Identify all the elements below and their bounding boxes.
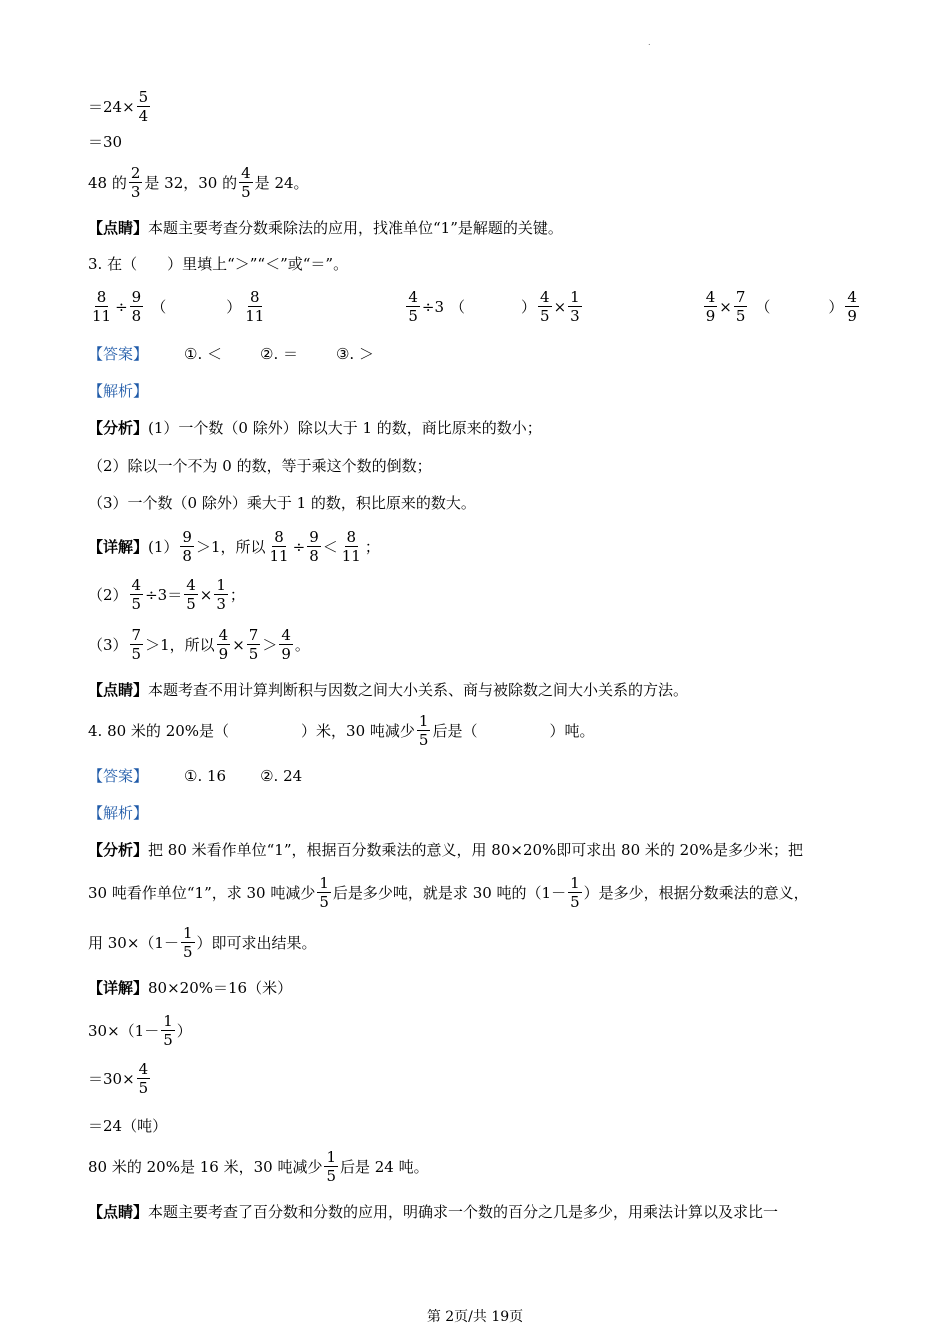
fraction: $\frac{8}{11}$	[269, 528, 289, 565]
answer-blank-3[interactable]: （ ）	[755, 297, 844, 316]
fraction: $\frac{4}{5}$	[408, 288, 418, 325]
fraction: $\frac{1}{5}$	[570, 874, 580, 911]
detail-4-line-1: 【详解】 80×20%＝16（米）	[88, 979, 293, 997]
detail-3-line-3: （3） $\frac{7}{5}$ ＞1，所以 $\frac{4}{9}$ × $\frac{7}{5}$ ＞ $\frac{4}{9}$ 。	[88, 626, 310, 663]
top-dot: .	[648, 38, 651, 47]
fraction: $\frac{8}{11}$	[92, 288, 112, 325]
fraction: $\frac{1}{5}$	[163, 1012, 173, 1049]
question-3-title: 3. 在（ ）里填上“＞”“＜”或“＝”。	[88, 255, 349, 273]
fraction: $\frac{9}{8}$	[309, 528, 319, 565]
answer-4: 【答案】 ①. 16 ②. 24	[88, 767, 303, 785]
detail-4-line-5: 80 米的 20%是 16 米，30 吨减少 $\frac{1}{5}$ 后是 24 吨。	[88, 1148, 429, 1185]
analysis-4-line-2: 30 吨看作单位“1”，求 30 吨减少 $\frac{1}{5}$ 后是多少吨，就是求 30 吨的（1－ $\frac{1}{5}$ ）是多少，根据分数乘法的意义，	[88, 874, 809, 911]
fraction: $\frac{1}{3}$	[570, 288, 580, 325]
fraction: $\frac{1}{5}$	[326, 1148, 336, 1185]
detail-4-line-2: 30×（1－ $\frac{1}{5}$ ）	[88, 1012, 192, 1049]
fraction: $\frac{4}{9}$	[218, 626, 229, 663]
fraction: $\frac{7}{5}$	[248, 626, 259, 663]
page-footer: 第 2页/共 19页	[426, 1309, 524, 1325]
fraction: $\frac{1}{5}$	[418, 712, 429, 749]
analysis-4-line-1: 【分析】 把 80 米看作单位“1”，根据百分数乘法的意义，用 80×20%即可求出 80 米的 20%是多少米；把	[88, 841, 804, 859]
key-point-4: 【点睛】 本题主要考查了百分数和分数的应用，明确求一个数的百分之几是多少，用乘法计算以及求比一	[88, 1203, 779, 1221]
calc-line-2: ＝30	[88, 133, 123, 151]
analysis-3-line-2: （2）除以一个不为 0 的数，等于乘这个数的倒数；	[88, 457, 432, 475]
fraction: $\frac{1}{3}$	[216, 576, 226, 613]
fraction: $\frac{4}{5}$	[186, 576, 196, 613]
answer-3: 【答案】 ①. ＜ ②. ＝ ③. ＞	[88, 345, 374, 363]
fraction: $\frac{4}{5}$	[131, 576, 142, 613]
key-point-2: 【点睛】 本题主要考查分数乘除法的应用，找准单位“1”是解题的关键。	[88, 219, 563, 237]
fraction: $\frac{1}{5}$	[182, 924, 193, 961]
fraction: $\frac{4}{9}$	[847, 288, 857, 325]
fraction: $\frac{5}{4}$	[138, 88, 149, 125]
fraction: $\frac{9}{8}$	[182, 528, 192, 565]
analysis-header-3: 【解析】	[88, 382, 149, 400]
fraction: $\frac{9}{8}$	[131, 288, 142, 325]
fraction: $\frac{8}{11}$	[341, 528, 361, 565]
fraction: $\frac{7}{5}$	[735, 288, 746, 325]
detail-4-line-3: ＝30× $\frac{4}{5}$	[88, 1060, 149, 1097]
fraction: $\frac{4}{5}$	[241, 164, 251, 201]
fraction: $\frac{4}{5}$	[138, 1060, 149, 1097]
question-3-problems: $\frac{8}{11}$ ÷ $\frac{9}{8}$ （ ） $\frac{8}{11}$ $\frac{4}{5}$ ÷3 （ ） $\frac{4}{5}$ × $\frac{1}{3}$ $\frac{4}{9}$ × $\frac{7}{5}$ （ ） $\frac{4}{9}$	[92, 288, 857, 325]
analysis-3-line-1: 【分析】 (1）一个数（0 除外）除以大于 1 的数，商比原来的数小；	[88, 419, 542, 437]
detail-3-line-2: （2） $\frac{4}{5}$ ÷3＝ $\frac{4}{5}$ × $\frac{1}{3}$ ；	[88, 576, 245, 613]
analysis-3-line-3: （3）一个数（0 除外）乘大于 1 的数，积比原来的数大。	[88, 494, 476, 512]
analysis-header-4: 【解析】	[88, 804, 149, 822]
fraction: $\frac{2}{3}$	[130, 164, 141, 201]
key-point-3: 【点睛】 本题考查不用计算判断积与因数之间大小关系、商与被除数之间大小关系的方法。	[88, 681, 689, 699]
analysis-4-line-3: 用 30×（1－ $\frac{1}{5}$ ）即可求出结果。	[88, 924, 317, 961]
fraction: $\frac{8}{11}$	[245, 288, 265, 325]
conclusion-line: 48 的 $\frac{2}{3}$ 是 32，30 的 $\frac{4}{5}$ 是 24。	[88, 164, 309, 201]
question-4-title: 4. 80 米的 20%是（ ）米，30 吨减少 $\frac{1}{5}$ 后是（ ）吨。	[88, 712, 595, 749]
detail-4-line-4: ＝24（吨）	[88, 1117, 168, 1135]
fraction: $\frac{4}{5}$	[540, 288, 550, 325]
calc-line-1: ＝24× $\frac{5}{4}$	[88, 88, 149, 125]
fraction: $\frac{1}{5}$	[319, 874, 329, 911]
fraction: $\frac{4}{9}$	[705, 288, 716, 325]
answer-blank-2[interactable]: （ ）	[450, 297, 537, 316]
answer-blank-1[interactable]: （ ）	[151, 297, 242, 316]
fraction: $\frac{4}{9}$	[281, 626, 291, 663]
fraction: $\frac{7}{5}$	[131, 626, 142, 663]
detail-3-line-1: 【详解】 (1） $\frac{9}{8}$ ＞1，所以 $\frac{8}{11}$ ÷ $\frac{9}{8}$ ＜ $\frac{8}{11}$ ；	[88, 528, 380, 565]
